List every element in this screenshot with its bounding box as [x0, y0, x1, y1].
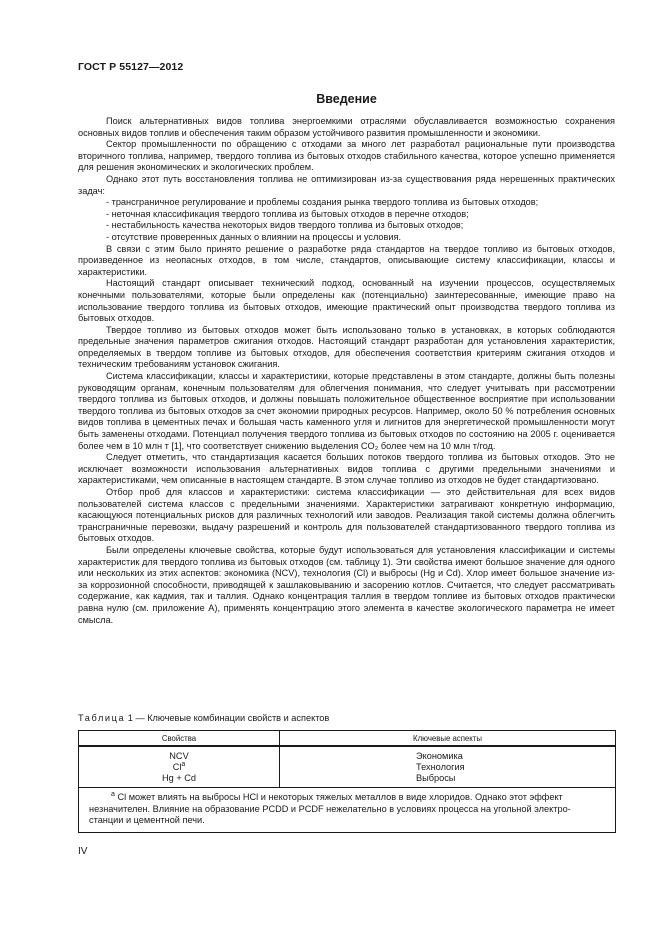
footnote-mark: a — [181, 760, 186, 768]
properties-table — [78, 730, 616, 833]
table-footnote — [79, 788, 616, 832]
list-item: - отсутствие проверенных данных о влиянии на процессы и условия. — [106, 231, 402, 242]
paragraph: Система классификации, классы и характеристики, которые представлены в этом стандарте, должны быть полезны руководящим органам, конечным пользователям для облегчения понимания, что следует учитывать при рассмотрении твердого топлива из бытовых отходов, и должны повышать положительное общественное восприятие при использовании твердого топлива из бытовых отходов за счет экономии природных ресурсов. Например, около 50 % потребления основных видов топлива в цементных печах и большая часть каменного угля и лигнитов для энергетической промышленности могут быть заменены отходами. Потенциал получения твердого топлива из бытовых отходов по состоянию на 2005 г. оценивается более чем в 10 млн т [1], что соответствует снижению выделения CO₂ более чем на 10 млн т/год. — [78, 371, 615, 451]
document-code: ГОСТ Р 55127—2012 — [78, 61, 184, 73]
footnote-line: незначителен. Влияние на образование PCDD и PCDF нежелательно в условиях процесса на угольной электро- — [89, 803, 571, 814]
list-item: - трансграничное регулирование и проблемы создания рынка твердого топлива из бытовых отходов; — [106, 197, 539, 208]
table-caption — [78, 713, 329, 723]
paragraph: Однако этот путь восстановления топлива не оптимизирован из-за существования ряда нерешенных практических задач: — [78, 173, 615, 196]
aspect-value: Экономика — [416, 751, 463, 761]
paragraph: Твердое топливо из бытовых отходов может быть использовано только в установках, в которых соблюдаются предельные значения параметров сжигания отходов. Настоящий стандарт разработан для установления характеристик, определяемых в твердом топливе из бытовых отходов, для обеспечения соответствия критериям сжигания отходов и техническим требованиям установок сжигания. — [78, 324, 615, 370]
list-item: - нестабильность качества некоторых видов твердого топлива из бытовых отходов; — [106, 220, 464, 231]
table-row — [79, 746, 616, 788]
paragraph: Сектор промышленности по обращению с отходами за много лет разработал рациональные пути производства вторичного топлива, например, твердого топлива из бытовых отходов стабильного качества, которое успешно применяется для решения экономических и экологических проблем. — [78, 139, 615, 173]
introduction-body — [78, 116, 615, 626]
aspects-cell — [280, 746, 616, 788]
aspect-value: Технология — [416, 761, 465, 772]
footnote-text: Cl может влиять на выбросы HCl и некоторых тяжелых металлов в виде хлоридов. Однако этот эффект — [117, 792, 563, 803]
column-header-aspects: Ключевые аспекты — [280, 731, 616, 747]
section-title: Введение — [316, 92, 377, 106]
footnote-line — [89, 792, 607, 803]
table-caption-text: 1 — Ключевые комбинации свойств и аспектов — [127, 713, 330, 723]
table-note-row — [79, 788, 616, 832]
paragraph: Отбор проб для классов и характеристики: система классификации — это действительная для всех видов пользователей система классов с предельными значениями. Характеристики затрагивают конкретную информацию, касающуюся потенциальных рисков для различных технологий или заводов. Реализация такой системы должна облегчить трансграничные перевозки, выдачу разрешений и контроль для пользователей стандартизованного твердого топлива из бытовых отходов. — [78, 487, 615, 544]
paragraph: Настоящий стандарт описывает технический подход, основанный на изучении процессов, осуществляемых конечными пользователями, которые были определены как (потенциально) заинтересованные, имеющие право на использование твердого топлива из бытовых отходов, имеющие практический опыт производства твердого топлива из бытовых отходов. — [78, 278, 615, 324]
paragraph: Были определены ключевые свойства, которые будут использоваться для установления классификации и системы характеристик для твердого топлива из бытовых отходов (см. таблицу 1). Эти свойства имеют большое значение для одного или нескольких из этих аспектов: экономика (NCV), технология (Cl) и выбросы (Hg и Cd). Хлор имеет большое значение из-за коррозионной способности, приводящей к зашлаковыванию и засорению котлов. Считается, что следует рассматривать содержание, как кадмия, так и таллия. Однако концентрация таллия в твердом топливе из бытовых отходов практически равна нулю (см. приложение А), применять концентрацию этого элемента в качестве экологического параметра не имеет смысла. — [78, 544, 615, 625]
property-value: Cl — [172, 761, 182, 772]
list-item: - неточная классификация твердого топлива из бытовых отходов в перечне отходов; — [106, 208, 469, 219]
paragraph: Следует отметить, что стандартизация касается больших потоков твердого топлива из бытовых отходов. Это не исключает возможности использования альтернативных видов топлива с другими предельными значениями и характеристиками, чем описанные в настоящем стандарте. В этом случае топливо из отходов не будет стандартизовано. — [78, 452, 615, 486]
property-value: NCV — [169, 751, 189, 761]
paragraph: Поиск альтернативных видов топлива энергоемкими отраслями обуславливается возможностью сохранения основных видов топлив и обеспечения таким образом устойчивого развития промышленности и экономики. — [78, 116, 615, 138]
footnote-line: станции и цементной печи. — [89, 815, 205, 826]
table-header-row — [79, 731, 616, 747]
property-value-group — [79, 762, 279, 773]
footnote-mark: a — [111, 791, 115, 799]
properties-cell — [79, 746, 280, 788]
column-header-properties: Свойства — [79, 731, 280, 747]
aspect-value: Выбросы — [416, 772, 456, 783]
paragraph: В связи с этим было принято решение о разработке ряда стандартов на твердое топливо из бытовых отходов, произведенное из неопасных отходов, в том числе, стандартов, описывающие систему классификации, классы и характеристики. — [78, 243, 615, 277]
property-value: Hg + Cd — [162, 772, 196, 783]
page-number: IV — [78, 846, 88, 857]
table-caption-label: Таблица — [78, 713, 126, 723]
